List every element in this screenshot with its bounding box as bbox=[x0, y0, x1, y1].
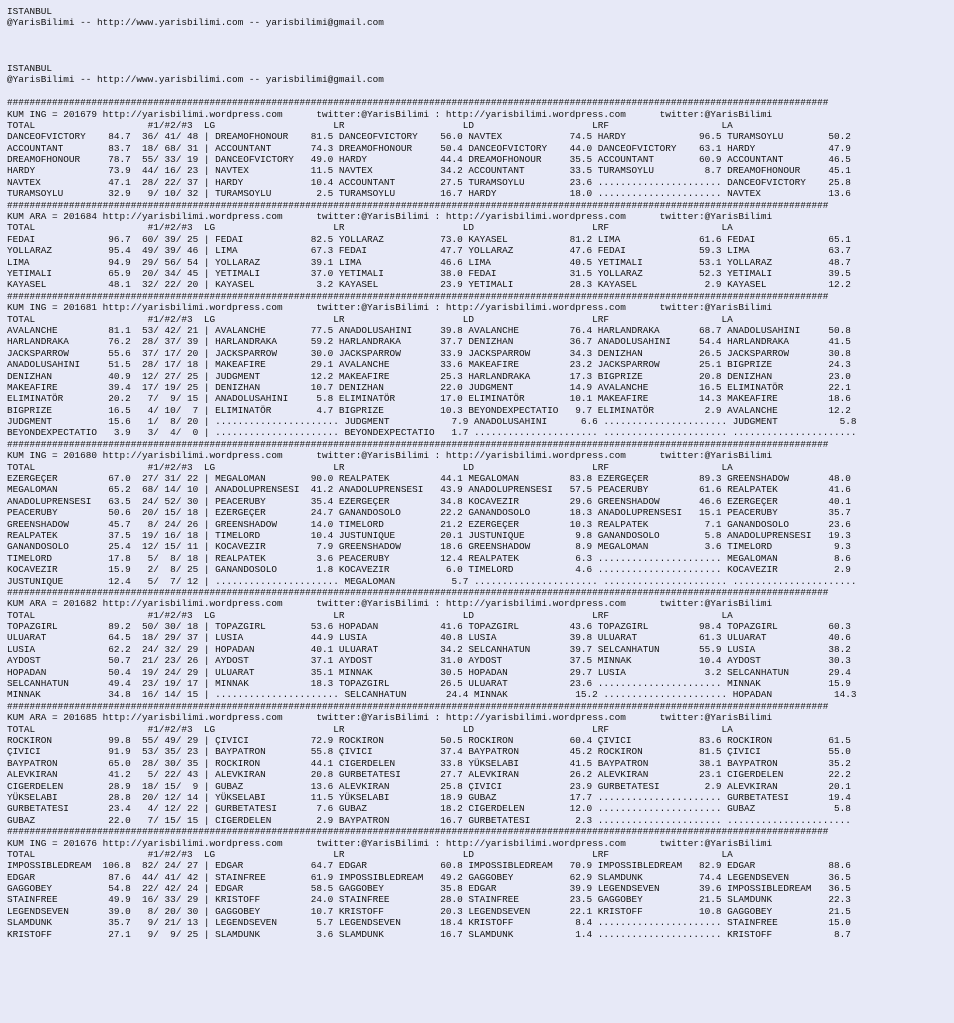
section-divider: ################################################################################################################################################## bbox=[7, 290, 829, 302]
race-header: KUM ING = 201676 http://yarisbilimi.wordpress.com twitter:@YarisBilimi : http://yarisbilimi.wordpress.com twitter:@YarisBilimi bbox=[7, 837, 773, 849]
table-row: ULUARAT 64.5 18/ 29/ 37 | LUSIA 44.9 LUSIA 40.8 LUSIA 39.8 ULUARAT 61.3 ULUARAT 40.6 bbox=[7, 632, 851, 644]
city-heading-2: ISTANBUL bbox=[7, 62, 53, 74]
table-row: STAINFREE 49.9 16/ 33/ 29 | KRISTOFF 24.0 STAINFREE 28.0 STAINFREE 23.5 GAGGOBEY 21.5 SLAMDUNK 22.3 bbox=[7, 894, 851, 906]
table-row: LIMA 94.9 29/ 56/ 54 | YOLLARAZ 39.1 LIMA 46.6 LIMA 40.5 YETIMALI 53.1 YOLLARAZ 48.7 bbox=[7, 256, 851, 268]
section-divider: ################################################################################################################################################## bbox=[7, 97, 829, 109]
table-row: MINNAK 34.8 16/ 14/ 15 | ...................... SELCANHATUN 24.4 MINNAK 15.2 ...................... HOPADAN 14.3 bbox=[7, 689, 857, 701]
table-row: ANADOLUPRENSESI 63.5 24/ 52/ 30 | PEACERUBY 35.4 EZERGEÇER 34.8 KOCAVEZIR 29.6 GREENSHADOW 46.6 EZERGEÇER 40.1 bbox=[7, 495, 851, 507]
column-header: TOTAL #1/#2/#3 LG LR LD LRF LA bbox=[7, 848, 733, 860]
column-header: TOTAL #1/#2/#3 LG LR LD LRF LA bbox=[7, 723, 733, 735]
column-header: TOTAL #1/#2/#3 LG LR LD LRF LA bbox=[7, 119, 733, 131]
race-header: KUM ARA = 201685 http://yarisbilimi.wordpress.com twitter:@YarisBilimi : http://yarisbilimi.wordpress.com twitter:@YarisBilimi bbox=[7, 712, 773, 724]
table-row: SELCANHATUN 49.4 23/ 19/ 17 | MINNAK 18.3 TOPAZGIRL 26.5 ULUARAT 23.6 ...................... MINNAK 15.9 bbox=[7, 678, 851, 690]
table-row: KOCAVEZIR 15.9 2/ 8/ 25 | GANANDOSOLO 1.8 KOCAVEZIR 6.0 TIMELORD 4.6 ...................... KOCAVEZIR 2.9 bbox=[7, 564, 851, 576]
table-row: DENIZHAN 40.9 12/ 27/ 25 | JUDGMENT 12.2 MAKEAFIRE 25.3 HARLANDRAKA 17.3 BIGPRIZE 20.8 DENIZHAN 23.0 bbox=[7, 370, 851, 382]
column-header: TOTAL #1/#2/#3 LG LR LD LRF LA bbox=[7, 222, 733, 234]
table-row: DANCEOFVICTORY 84.7 36/ 41/ 48 | DREAMOFHONOUR 81.5 DANCEOFVICTORY 56.0 NAVTEX 74.5 HARDY 96.5 TURAMSOYLU 50.2 bbox=[7, 131, 851, 143]
table-row: ÇIVICI 91.9 53/ 35/ 23 | BAYPATRON 55.8 ÇIVICI 37.4 BAYPATRON 45.2 ROCKIRON 81.5 ÇIVICI 55.0 bbox=[7, 746, 851, 758]
table-row: MEGALOMAN 65.2 68/ 14/ 10 | ANADOLUPRENSESI 41.2 ANADOLUPRENSESI 43.9 ANADOLUPRENSESI 57.5 PEACERUBY 61.6 REALPATEK 41.6 bbox=[7, 484, 851, 496]
table-row: GAGGOBEY 54.8 22/ 42/ 24 | EDGAR 58.5 GAGGOBEY 35.8 EDGAR 39.9 LEGENDSEVEN 39.6 IMPOSSIBLEDREAM 36.5 bbox=[7, 883, 851, 895]
contact-line-2: @YarisBilimi -- http://www.yarisbilimi.com -- yarisbilimi@gmail.com bbox=[7, 74, 384, 86]
section-divider: ################################################################################################################################################## bbox=[7, 438, 829, 450]
table-row: HARDY 73.9 44/ 16/ 23 | NAVTEX 11.5 NAVTEX 34.2 ACCOUNTANT 33.5 TURAMSOYLU 8.7 DREAMOFHONOUR 45.1 bbox=[7, 165, 851, 177]
table-row: TOPAZGIRL 89.2 50/ 30/ 18 | TOPAZGIRL 53.6 HOPADAN 41.6 TOPAZGIRL 43.6 TOPAZGIRL 98.4 TOPAZGIRL 60.3 bbox=[7, 621, 851, 633]
column-header: TOTAL #1/#2/#3 LG LR LD LRF LA bbox=[7, 461, 733, 473]
race-header: KUM ING = 201681 http://yarisbilimi.wordpress.com twitter:@YarisBilimi : http://yarisbilimi.wordpress.com twitter:@YarisBilimi bbox=[7, 302, 773, 314]
table-row: ACCOUNTANT 83.7 18/ 68/ 31 | ACCOUNTANT 74.3 DREAMOFHONOUR 50.4 DANCEOFVICTORY 44.0 DANCEOFVICTORY 63.1 HARDY 47.9 bbox=[7, 142, 851, 154]
table-row: BEYONDEXPECTATIO 3.9 3/ 4/ 0 | ...................... BEYONDEXPECTATIO 1.7 ...................... ...................... ...................... bbox=[7, 427, 857, 439]
table-row: YOLLARAZ 95.4 49/ 39/ 46 | LIMA 67.3 FEDAI 47.7 YOLLARAZ 47.6 FEDAI 59.3 LIMA 63.7 bbox=[7, 245, 851, 257]
table-row: ELIMINATÖR 20.2 7/ 9/ 15 | ANADOLUSAHINI 5.8 ELIMINATÖR 17.0 ELIMINATÖR 10.1 MAKEAFIRE 14.3 MAKEAFIRE 18.6 bbox=[7, 393, 851, 405]
table-row: REALPATEK 37.5 19/ 16/ 18 | TIMELORD 10.4 JUSTUNIQUE 20.1 JUSTUNIQUE 9.8 GANANDOSOLO 5.8 ANADOLUPRENSESI 19.3 bbox=[7, 529, 851, 541]
table-row: GREENSHADOW 45.7 8/ 24/ 26 | GREENSHADOW 14.0 TIMELORD 21.2 EZERGEÇER 10.3 REALPATEK 7.1 GANANDOSOLO 23.6 bbox=[7, 518, 851, 530]
column-header: TOTAL #1/#2/#3 LG LR LD LRF LA bbox=[7, 313, 733, 325]
table-row: FEDAI 96.7 60/ 39/ 25 | FEDAI 82.5 YOLLARAZ 73.0 KAYASEL 81.2 LIMA 61.6 FEDAI 65.1 bbox=[7, 233, 851, 245]
table-row: LEGENDSEVEN 39.0 8/ 20/ 30 | GAGGOBEY 10.7 KRISTOFF 20.3 LEGENDSEVEN 22.1 KRISTOFF 10.8 GAGGOBEY 21.5 bbox=[7, 905, 851, 917]
table-row: BIGPRIZE 16.5 4/ 10/ 7 | ELIMINATÖR 4.7 BIGPRIZE 10.3 BEYONDEXPECTATIO 9.7 ELIMINATÖR 2.9 AVALANCHE 12.2 bbox=[7, 404, 851, 416]
table-row: LUSIA 62.2 24/ 32/ 29 | HOPADAN 40.1 ULUARAT 34.2 SELCANHATUN 39.7 SELCANHATUN 55.9 LUSIA 38.2 bbox=[7, 643, 851, 655]
table-row: DREAMOFHONOUR 78.7 55/ 33/ 19 | DANCEOFVICTORY 49.0 HARDY 44.4 DREAMOFHONOUR 35.5 ACCOUNTANT 60.9 ACCOUNTANT 46.5 bbox=[7, 154, 851, 166]
table-row: JUSTUNIQUE 12.4 5/ 7/ 12 | ...................... MEGALOMAN 5.7 ...................... ...................... ...................... bbox=[7, 575, 857, 587]
table-row: EDGAR 87.6 44/ 41/ 42 | STAINFREE 61.9 IMPOSSIBLEDREAM 49.2 GAGGOBEY 62.9 SLAMDUNK 74.4 LEGENDSEVEN 36.5 bbox=[7, 871, 851, 883]
table-row: AYDOST 50.7 21/ 23/ 26 | AYDOST 37.1 AYDOST 31.0 AYDOST 37.5 MINNAK 10.4 AYDOST 30.3 bbox=[7, 655, 851, 667]
table-row: HOPADAN 50.4 19/ 24/ 29 | ULUARAT 35.1 MINNAK 30.5 HOPADAN 29.7 LUSIA 3.2 SELCANHATUN 29.4 bbox=[7, 666, 851, 678]
table-row: JUDGMENT 15.6 1/ 8/ 20 | ...................... JUDGMENT 7.9 ANADOLUSAHINI 6.6 ...................... JUDGMENT 5.8 bbox=[7, 416, 857, 428]
table-row: TIMELORD 17.8 5/ 8/ 18 | REALPATEK 3.6 PEACERUBY 12.4 REALPATEK 6.3 ...................... MEGALOMAN 8.6 bbox=[7, 552, 851, 564]
table-row: TURAMSOYLU 32.9 9/ 10/ 32 | TURAMSOYLU 2.5 TURAMSOYLU 16.7 HARDY 18.0 ...................... NAVTEX 13.6 bbox=[7, 188, 851, 200]
spacer bbox=[7, 86, 954, 97]
table-row: KRISTOFF 27.1 9/ 9/ 25 | SLAMDUNK 3.6 SLAMDUNK 16.7 SLAMDUNK 1.4 ...................... KRISTOFF 8.7 bbox=[7, 928, 851, 940]
table-row: SLAMDUNK 35.7 9/ 21/ 13 | LEGENDSEVEN 5.7 LEGENDSEVEN 18.4 KRISTOFF 8.4 ...................... STAINFREE 15.0 bbox=[7, 917, 851, 929]
table-row: YÜKSELABI 28.8 20/ 12/ 14 | YÜKSELABI 11.5 YÜKSELABI 18.9 GUBAZ 17.7 ...................... GURBETATESI 19.4 bbox=[7, 791, 851, 803]
table-row: YETIMALI 65.9 20/ 34/ 45 | YETIMALI 37.0 YETIMALI 38.0 FEDAI 31.5 YOLLARAZ 52.3 YETIMALI 39.5 bbox=[7, 267, 851, 279]
table-row: JACKSPARROW 55.6 37/ 17/ 20 | JACKSPARROW 30.0 JACKSPARROW 33.9 JACKSPARROW 34.3 DENIZHAN 26.5 JACKSPARROW 30.8 bbox=[7, 347, 851, 359]
table-row: ALEVKIRAN 41.2 5/ 22/ 43 | ALEVKIRAN 20.8 GURBETATESI 27.7 ALEVKIRAN 26.2 ALEVKIRAN 23.1 CIGERDELEN 22.2 bbox=[7, 769, 851, 781]
race-header: KUM ARA = 201682 http://yarisbilimi.wordpress.com twitter:@YarisBilimi : http://yarisbilimi.wordpress.com twitter:@YarisBilimi bbox=[7, 598, 773, 610]
spacer bbox=[7, 40, 954, 51]
table-row: ANADOLUSAHINI 51.5 28/ 17/ 18 | MAKEAFIRE 29.1 AVALANCHE 33.6 MAKEAFIRE 23.2 JACKSPARROW 25.1 BIGPRIZE 24.3 bbox=[7, 359, 851, 371]
table-row: GUBAZ 22.0 7/ 15/ 15 | CIGERDELEN 2.9 BAYPATRON 16.7 GURBETATESI 2.3 ...................... ...................... bbox=[7, 814, 851, 826]
table-row: KAYASEL 48.1 32/ 22/ 20 | KAYASEL 3.2 KAYASEL 23.9 YETIMALI 28.3 KAYASEL 2.9 KAYASEL 12.2 bbox=[7, 279, 851, 291]
city-heading-1: ISTANBUL bbox=[7, 6, 53, 17]
column-header: TOTAL #1/#2/#3 LG LR LD LRF LA bbox=[7, 609, 733, 621]
table-row: GANANDOSOLO 25.4 12/ 15/ 11 | KOCAVEZIR 7.9 GREENSHADOW 18.6 GREENSHADOW 8.9 MEGALOMAN 3.6 TIMELORD 9.3 bbox=[7, 541, 851, 553]
table-row: MAKEAFIRE 39.4 17/ 19/ 25 | DENIZHAN 10.7 DENIZHAN 22.0 JUDGMENT 14.9 AVALANCHE 16.5 ELIMINATÖR 22.1 bbox=[7, 381, 851, 393]
section-divider: ################################################################################################################################################## bbox=[7, 826, 829, 838]
spacer bbox=[7, 52, 954, 63]
contact-line-1: @YarisBilimi -- http://www.yarisbilimi.com -- yarisbilimi@gmail.com bbox=[7, 17, 384, 29]
table-row: GURBETATESI 23.4 4/ 12/ 22 | GURBETATESI 7.6 GUBAZ 18.2 CIGERDELEN 12.0 ...................... GUBAZ 5.8 bbox=[7, 803, 851, 815]
table-row: CIGERDELEN 28.9 18/ 15/ 9 | GUBAZ 13.6 ALEVKIRAN 25.8 ÇIVICI 23.9 GURBETATESI 2.9 ALEVKIRAN 20.1 bbox=[7, 780, 851, 792]
race-header: KUM ING = 201680 http://yarisbilimi.wordpress.com twitter:@YarisBilimi : http://yarisbilimi.wordpress.com twitter:@YarisBilimi bbox=[7, 450, 773, 462]
spacer bbox=[7, 29, 954, 40]
table-row: IMPOSSIBLEDREAM 106.8 82/ 24/ 27 | EDGAR 64.7 EDGAR 60.8 IMPOSSIBLEDREAM 70.9 IMPOSSIBLEDREAM 82.9 EDGAR 88.6 bbox=[7, 860, 851, 872]
race-header: KUM ARA = 201684 http://yarisbilimi.wordpress.com twitter:@YarisBilimi : http://yarisbilimi.wordpress.com twitter:@YarisBilimi bbox=[7, 211, 773, 223]
race-tables bbox=[7, 109, 954, 941]
table-row: EZERGEÇER 67.0 27/ 31/ 22 | MEGALOMAN 90.0 REALPATEK 44.1 MEGALOMAN 83.8 EZERGEÇER 89.3 GREENSHADOW 48.0 bbox=[7, 473, 851, 485]
section-divider: ################################################################################################################################################## bbox=[7, 586, 829, 598]
section-divider: ################################################################################################################################################## bbox=[7, 199, 829, 211]
table-row: PEACERUBY 50.6 20/ 15/ 18 | EZERGEÇER 24.7 GANANDOSOLO 22.2 GANANDOSOLO 18.3 ANADOLUPRENSESI 15.1 PEACERUBY 35.7 bbox=[7, 507, 851, 519]
section-divider: ################################################################################################################################################## bbox=[7, 700, 829, 712]
race-header: KUM ING = 201679 http://yarisbilimi.wordpress.com twitter:@YarisBilimi : http://yarisbilimi.wordpress.com twitter:@YarisBilimi bbox=[7, 108, 773, 120]
table-row: HARLANDRAKA 76.2 28/ 37/ 39 | HARLANDRAKA 59.2 HARLANDRAKA 37.7 DENIZHAN 36.7 ANADOLUSAHINI 54.4 HARLANDRAKA 41.5 bbox=[7, 336, 851, 348]
table-row: AVALANCHE 81.1 53/ 42/ 21 | AVALANCHE 77.5 ANADOLUSAHINI 39.8 AVALANCHE 76.4 HARLANDRAKA 68.7 ANADOLUSAHINI 50.8 bbox=[7, 324, 851, 336]
table-row: BAYPATRON 65.0 28/ 30/ 35 | ROCKIRON 44.1 CIGERDELEN 33.8 YÜKSELABI 41.5 BAYPATRON 38.1 BAYPATRON 35.2 bbox=[7, 757, 851, 769]
table-row: NAVTEX 47.1 28/ 22/ 37 | HARDY 10.4 ACCOUNTANT 27.5 TURAMSOYLU 23.6 ...................... DANCEOFVICTORY 25.8 bbox=[7, 176, 851, 188]
table-row: ROCKIRON 99.8 55/ 49/ 29 | ÇIVICI 72.9 ROCKIRON 50.5 ROCKIRON 60.4 ÇIVICI 83.6 ROCKIRON 61.5 bbox=[7, 735, 851, 746]
